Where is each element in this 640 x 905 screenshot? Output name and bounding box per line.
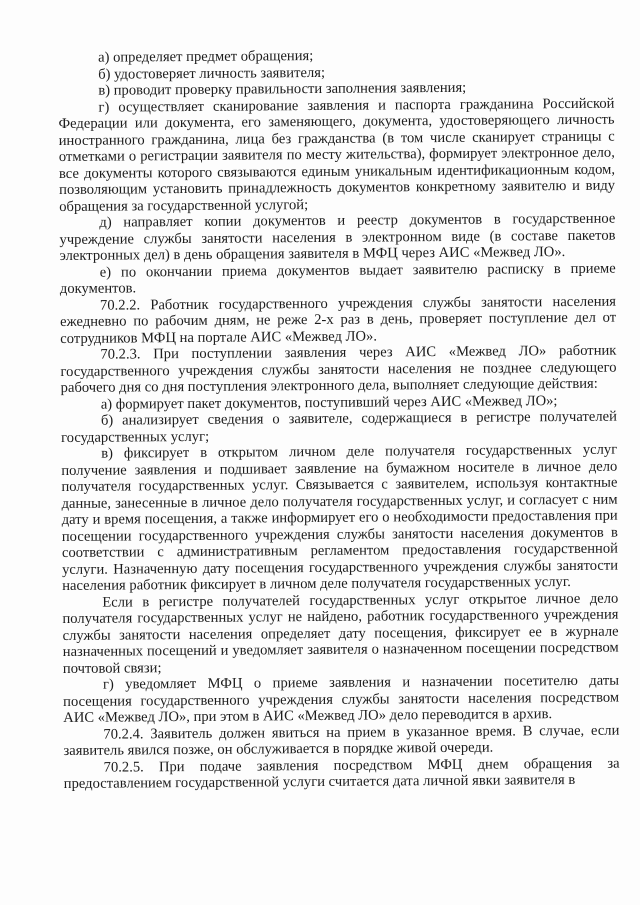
paragraph-b-analysis: б) анализирует сведения о заявителе, содержащиеся в регистре получателей государственных услуг;: [60, 408, 617, 446]
paragraph-70-2-4: 70.2.4. Заявитель должен явиться на прием в указанное время. В случае, если заявитель явился позже, он обслуживается в порядке живой очереди.: [63, 722, 620, 759]
paragraph-b-identity: б) удостоверяет личность заявителя;: [98, 64, 326, 83]
paragraph-v-record: в) фиксирует в открытом личном деле получателя государственных услуг получение заявления и подшивает заявление на бумажном носителе в личное дело получателя государственных услуг. Связывается с заявителем, используя контактные данные, занесенные в личное дело получателя государственных услуг, и согласует с ним дату и время посещения, а также информирует его о необходимости предоставления при посещении государственного учреждения службы занятости населения документов в соответствии с административным регламентом предоставления государственной услуги. Назначенную дату посещения государственного учреждения службы занятости населения работник фиксирует в личном деле получателя государственных услуг.: [61, 441, 619, 594]
paragraph-g-scanning: г) осуществляет сканирование заявления и паспорта гражданина Российской Федерации или документа, его заменяющего, документа, удостоверяющего личность иностранного гражданина, лица без гражданства (в том числе сканирует страницы с отметками о регистрации заявителя по месту жительства), формирует электронное дело, все документы которого связываются единым уникальным идентификационным кодом, позволяющим установить принадлежность документов конкретному заявителю и виду обращения за государственной услугой;: [58, 95, 616, 215]
paragraph-d-sending: д) направляет копии документов и реестр документов в государственное учреждение службы занятости населения в электронном виде (в составе пакетов электронных дел) в день обращения заявителя в МФЦ через АИС «Межвед ЛО».: [59, 210, 616, 264]
paragraph-g-notify: г) уведомляет МФЦ о приеме заявления и назначении посетителю даты посещения государственного учреждения службы занятости населения посредством АИС «Межвед ЛО», при этом в АИС «Межвед ЛО» дело переводится в архив.: [63, 672, 620, 726]
paragraph-v-check: в) проводит проверку правильности заполнения заявления;: [98, 79, 467, 99]
paragraph-a-subject: а) определяет предмет обращения;: [97, 47, 314, 66]
paragraph-a-package: а) формирует пакет документов, поступивший через АИС «Межвед ЛО»;: [100, 392, 558, 413]
paragraph-70-2-5: 70.2.5. При подаче заявления посредством МФЦ днем обращения за предоставлением государственной услуги считается дата личной явки заявителя в: [63, 755, 620, 792]
paragraph-if-not-found: Если в регистре получателей государственных услуг открытое личное дело получателя государственных услуг не найдено, работник государственного учреждения службы занятости населения определяет дату посещения, фиксирует ее в журнале назначенных посещений и уведомляет заявителя о назначенном посещении посредством почтовой связи;: [62, 590, 619, 677]
paragraph-e-receipt: е) по окончании приема документов выдает заявителю расписку в приеме документов.: [59, 260, 616, 297]
document-body: [58, 46, 620, 793]
paragraph-70-2-2: 70.2.2. Работник государственного учреждения службы занятости населения ежедневно по рабочим дням, не реже 2-х раз в день, проверяет поступление дел от сотрудников МФЦ на портале АИС «Межвед ЛО».: [60, 293, 617, 347]
paragraph-70-2-3: 70.2.3. При поступлении заявления через АИС «Межвед ЛО» работник государственного учреждения службы занятости населения не позднее следующего рабочего дня со дня поступления электронного дела, выполняет следующие действия:: [60, 342, 617, 396]
